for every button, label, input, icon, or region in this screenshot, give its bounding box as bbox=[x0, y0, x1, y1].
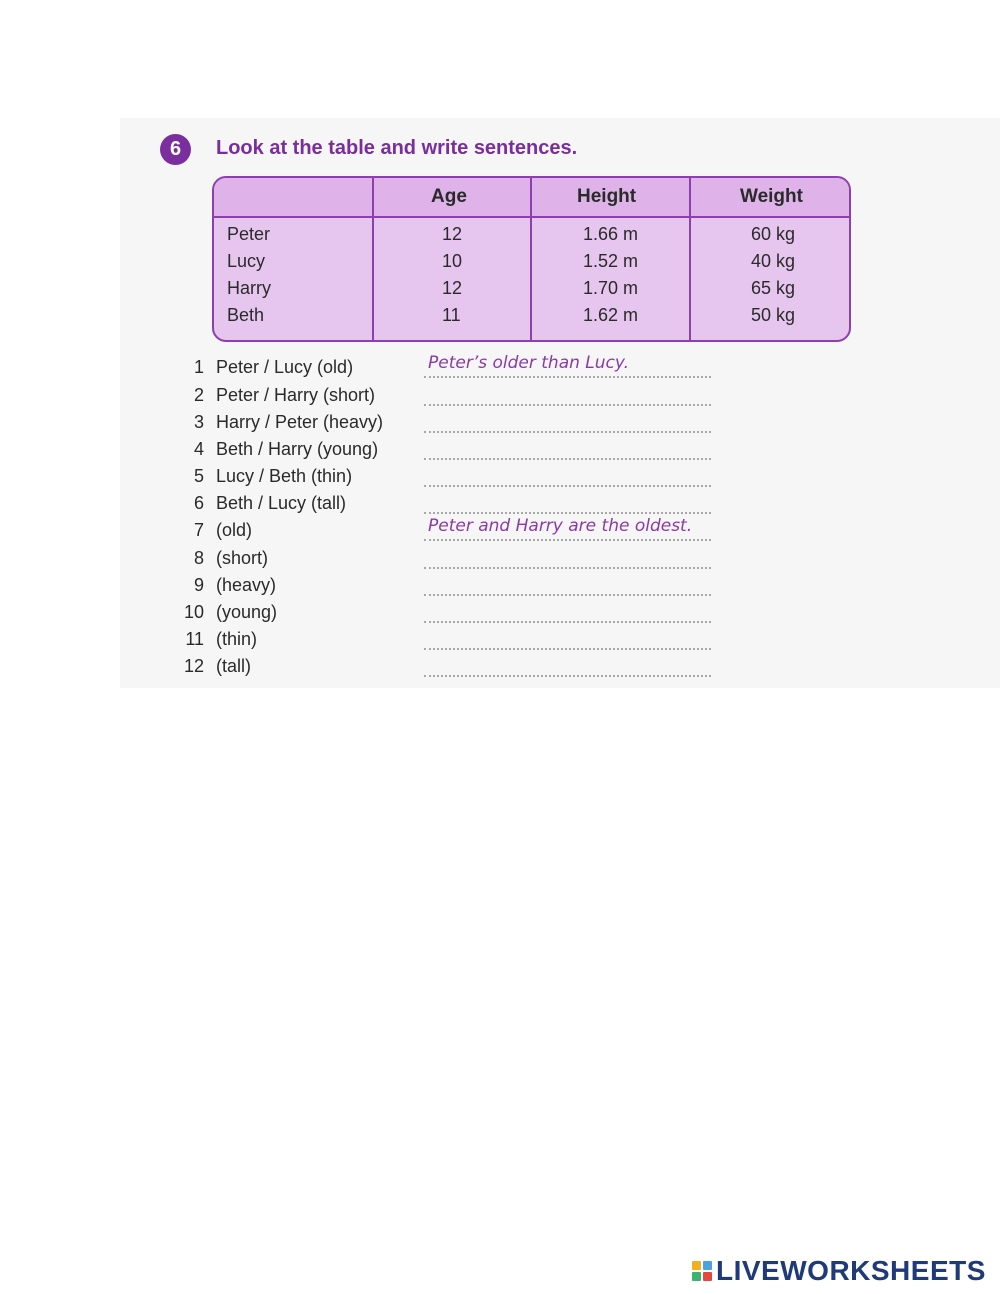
question-number: 6 bbox=[193, 493, 204, 513]
cell-weight: 65 kg bbox=[751, 278, 796, 298]
logo-square bbox=[703, 1272, 712, 1281]
answer-field[interactable] bbox=[424, 384, 711, 406]
answer-field[interactable] bbox=[424, 356, 711, 378]
cell-name: Lucy bbox=[227, 251, 266, 271]
column-divider bbox=[689, 178, 691, 340]
question-number: 10 bbox=[183, 602, 204, 622]
question-prompt: Beth / Harry (young) bbox=[216, 439, 379, 459]
question-number: 5 bbox=[193, 466, 204, 486]
answer-field[interactable] bbox=[424, 465, 711, 487]
question-number: 3 bbox=[193, 412, 204, 432]
question-prompt: (heavy) bbox=[216, 575, 277, 595]
cell-height: 1.66 m bbox=[583, 224, 639, 244]
answer-example: Peter and Harry are the oldest. bbox=[428, 516, 693, 536]
cell-weight: 40 kg bbox=[751, 251, 796, 271]
cell-height: 1.70 m bbox=[583, 278, 639, 298]
comparison-table bbox=[212, 176, 851, 342]
logo-text: LIVEWORKSHEETS bbox=[716, 1255, 986, 1286]
question-prompt: Peter / Harry (short) bbox=[216, 385, 376, 405]
question-number: 11 bbox=[185, 629, 204, 649]
question-prompt: Beth / Lucy (tall) bbox=[216, 493, 347, 513]
answer-field[interactable] bbox=[424, 655, 711, 677]
answer-field[interactable] bbox=[424, 601, 711, 623]
cell-age: 10 bbox=[442, 251, 463, 271]
question-number: 1 bbox=[193, 357, 204, 377]
cell-name: Beth bbox=[227, 305, 265, 325]
logo-square bbox=[703, 1261, 712, 1270]
answer-field[interactable] bbox=[424, 519, 711, 541]
answer-field[interactable] bbox=[424, 411, 711, 433]
question-prompt: Harry / Peter (heavy) bbox=[216, 412, 384, 432]
question-prompt: Lucy / Beth (thin) bbox=[216, 466, 353, 486]
answer-field[interactable] bbox=[424, 492, 711, 514]
cell-height: 1.62 m bbox=[583, 305, 639, 325]
question-number: 7 bbox=[193, 520, 204, 540]
cell-age: 12 bbox=[442, 224, 463, 244]
cell-age: 11 bbox=[442, 305, 461, 325]
cell-weight: 50 kg bbox=[751, 305, 796, 325]
question-number: 2 bbox=[193, 385, 204, 405]
question-number: 9 bbox=[193, 575, 204, 595]
header-height: Height bbox=[577, 186, 637, 207]
question-prompt: (thin) bbox=[216, 629, 258, 649]
exercise-number: 6 bbox=[169, 138, 182, 160]
logo-square bbox=[692, 1272, 701, 1281]
cell-name: Harry bbox=[227, 278, 271, 298]
exercise-number-badge bbox=[160, 134, 191, 165]
answer-field[interactable] bbox=[424, 438, 711, 460]
question-prompt: (tall) bbox=[216, 656, 251, 676]
liveworksheets-logo[interactable] bbox=[692, 1255, 986, 1287]
logo-square bbox=[692, 1261, 701, 1270]
column-divider bbox=[530, 178, 532, 340]
answer-field[interactable] bbox=[424, 628, 711, 650]
answer-field[interactable] bbox=[424, 574, 711, 596]
question-prompt: Peter / Lucy (old) bbox=[216, 357, 354, 377]
answer-example: Peter’s older than Lucy. bbox=[428, 353, 630, 373]
question-prompt: (short) bbox=[216, 548, 269, 568]
header-age: Age bbox=[431, 186, 467, 207]
question-prompt: (young) bbox=[216, 602, 278, 622]
cell-name: Peter bbox=[227, 224, 271, 244]
column-divider bbox=[372, 178, 374, 340]
answer-field[interactable] bbox=[424, 547, 711, 569]
question-number: 12 bbox=[183, 656, 204, 676]
cell-age: 12 bbox=[442, 278, 463, 298]
question-prompt: (old) bbox=[216, 520, 253, 540]
cell-weight: 60 kg bbox=[751, 224, 796, 244]
liveworksheets-logo-icon bbox=[692, 1261, 712, 1281]
question-number: 4 bbox=[193, 439, 204, 459]
cell-height: 1.52 m bbox=[583, 251, 639, 271]
header-weight: Weight bbox=[740, 186, 803, 207]
exercise-instruction: Look at the table and write sentences. bbox=[216, 137, 578, 159]
question-number: 8 bbox=[193, 548, 204, 568]
